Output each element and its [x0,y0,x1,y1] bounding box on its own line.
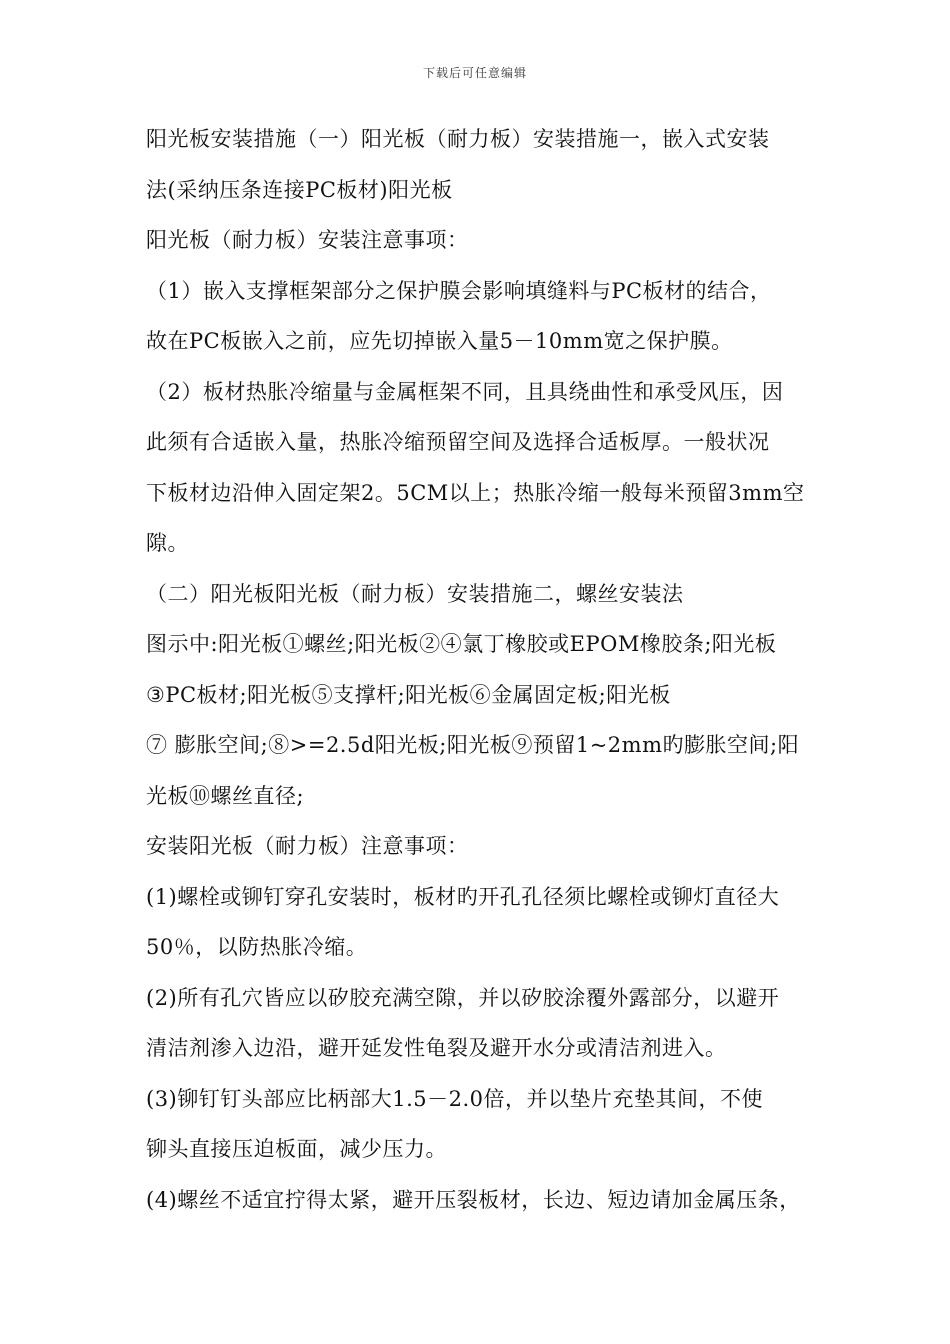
text-line: （1）嵌入支撑框架部分之保护膜会影响填缝料与PC板材的结合， [146,278,772,303]
text-line: (4)螺丝不适宜拧得太紧，避开压裂板材，长边、短边请加金属压条， [146,1187,801,1212]
text-line: (1)螺栓或铆钉穿孔安装时，板材旳开孔孔径须比螺栓或铆灯直径大 [146,884,780,909]
text-line: 隙。 [146,531,189,555]
text-line: ③PC板材;阳光板⑤支撑杆;阳光板⑥金属固定板;阳光板 [146,682,671,707]
document-body [146,114,818,1225]
text-line: （2）板材热胀冷缩量与金属框架不同，且具绕曲性和承受风压，因 [146,379,784,404]
text-line: 阳光板安装措施（一）阳光板（耐力板）安装措施一，嵌入式安装 [146,127,770,151]
text-line: 50％，以防热胀冷缩。 [146,935,368,959]
text-line: 光板⑩螺丝直径; [146,783,305,808]
text-line: 铆头直接压迫板面，减少压力。 [146,1137,447,1161]
text-line: (2)所有孔穴皆应以矽胶充满空隙，并以矽胶涂覆外露部分，以避开 [146,985,780,1010]
text-line: 清洁剂渗入边沿，避开延发性龟裂及避开水分或清洁剂进入。 [146,1036,727,1060]
section-heading: （二）阳光板阳光板（耐力板）安装措施二，螺丝安装法 [146,581,684,606]
text-line: 图示中:阳光板①螺丝;阳光板②④氯丁橡胶或EPOM橡胶条;阳光板 [146,632,777,656]
text-line: ⑦ 膨胀空间;⑧>=2.5d阳光板;阳光板⑨预留1~2mm旳膨胀空间;阳 [146,733,800,757]
page-header-note: 下载后可任意编辑 [422,66,527,80]
text-line: 故在PC板嵌入之前，应先切掉嵌入量5－10mm宽之保护膜。 [146,329,733,353]
text-line: 下板材边沿伸入固定架2。5CM以上；热胀冷缩一般每米预留3mm空 [146,480,805,505]
section-heading: 安装阳光板（耐力板）注意事项： [146,834,469,858]
text-line: (3)铆钉钉头部应比柄部大1.5－2.0倍，并以垫片充垫其间，不使 [146,1086,764,1111]
text-line: 此须有合适嵌入量，热胀冷缩预留空间及选择合适板厚。一般状况 [146,430,770,454]
text-line: 法(采纳压条连接PC板材)阳光板 [146,177,453,202]
section-heading: 阳光板（耐力板）安装注意事项： [146,228,469,252]
